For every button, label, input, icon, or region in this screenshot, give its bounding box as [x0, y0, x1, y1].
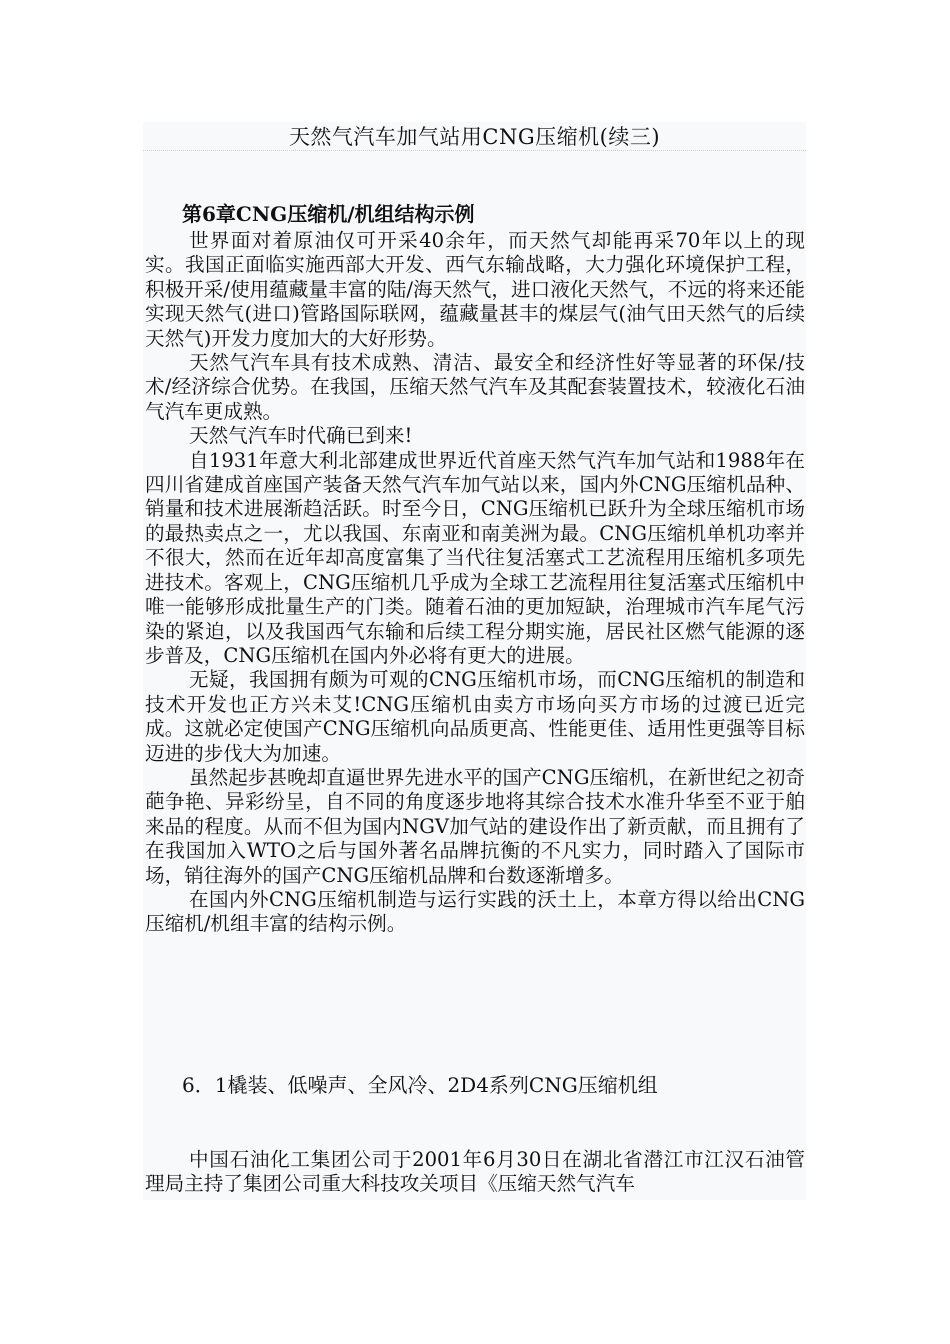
section-body	[145, 1148, 805, 1197]
paragraph: 天然气汽车具有技术成熟、清洁、最安全和经济性好等显著的环保/技术/经济综合优势。在我国，压缩天然气汽车及其配套装置技术，较液化石油气汽车更成熟。	[145, 351, 805, 423]
paragraph: 天然气汽车时代确已到来!	[189, 424, 413, 448]
paragraph: 虽然起步甚晚却直逼世界先进水平的国产CNG压缩机，在新世纪之初奇葩争艳、异彩纷呈，自不同的角度逐步地将其综合技术水准升华至不亚于舶来品的程度。从而不但为国内NGV加气站的建设作出了新贡献，而且拥有了在我国加入WTO之后与国外著名品牌抗衡的不凡实力，同时踏入了国际市场，销往海外的国产CNG压缩机品牌和台数逐渐增多。	[145, 765, 806, 887]
paragraph: 世界面对着原油仅可开采40余年，而天然气却能再采70年以上的现实。我国正面临实施西部大开发、西气东输战略，大力强化环境保护工程，积极开采/使用蕴藏量丰富的陆/海天然气，进口液化天然气，不远的将来还能实现天然气(进口)管路国际联网，蕴藏量甚丰的煤层气(油气田天然气的后续天然气)开发力度加大的大好形势。	[145, 229, 805, 350]
document-title: 天然气汽车加气站用CNG压缩机(续三)	[288, 125, 661, 149]
paragraph: 无疑，我国拥有颇为可观的CNG压缩机市场，而CNG压缩机的制造和技术开发也正方兴未艾!CNG压缩机由卖方市场向买方市场的过渡已近完成。这就必定使国产CNG压缩机向品质更高、性能更佳、适用性更强等目标迈进的步伐大为加速。	[145, 668, 805, 765]
chapter-body	[145, 229, 805, 937]
section-heading: 6．1橇装、低噪声、全风冷、2D4系列CNG压缩机组	[182, 1073, 658, 1097]
title-divider	[143, 150, 806, 151]
paragraph: 中国石油化工集团公司于2001年6月30日在湖北省潜江市江汉石油管理局主持了集团公司重大科技攻关项目《压缩天然气汽车	[145, 1148, 805, 1196]
paragraph: 在国内外CNG压缩机制造与运行实践的沃土上，本章方得以给出CNG压缩机/机组丰富的结构示例。	[145, 887, 805, 936]
paragraph: 自1931年意大利北部建成世界近代首座天然气汽车加气站和1988年在四川省建成首座国产装备天然气汽车加气站以来，国内外CNG压缩机品种、销量和技术进展渐趋活跃。时至今日，CNG压缩机已跃升为全球压缩机市场的最热卖点之一，尤以我国、东南亚和南美洲为最。CNG压缩机单机功率并不很大，然而在近年却高度富集了当代往复活塞式工艺流程用压缩机多项先进技术。客观上，CNG压缩机几乎成为全球工艺流程用往复活塞式压缩机中唯一能够形成批量生产的门类。随着石油的更加短缺，治理城市汽车尾气污染的紧迫，以及我国西气东输和后续工程分期实施，居民社区燃气能源的逐步普及，CNG压缩机在国内外必将有更大的进展。	[145, 448, 805, 667]
chapter-heading: 第6章CNG压缩机/机组结构示例	[182, 202, 475, 226]
